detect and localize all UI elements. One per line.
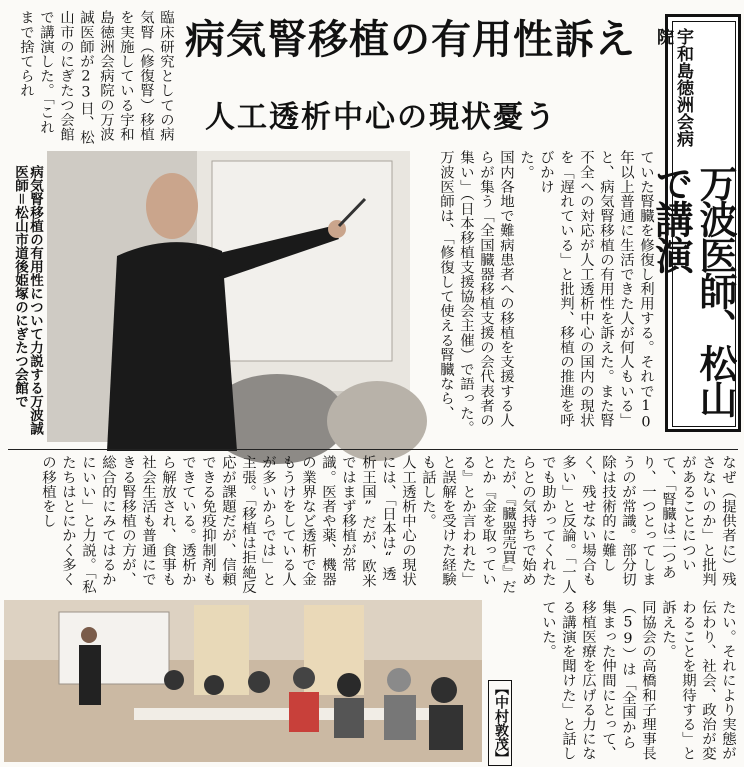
upper-col-1: ていた腎臓を修復し利用する。それで10年以上普通に生活できた人が何人もいる」と、病気腎移植の有用性を訴えた。また腎不全への対応が人工透析中心の国内の現状を「遅れている」と批判、移植の推進を呼びかけ xyxy=(538,150,654,431)
upper-col-4: 万波医師は、「修復して使える腎臓なら、 xyxy=(438,150,454,421)
photo-lecturer xyxy=(47,151,410,442)
upper-col-3: 国内各地で難病患者への移植を支援する人らが集う「全国臓器移植支援の会代表者の集い」（日本移植支援協会主催）で語った。 xyxy=(458,150,514,435)
lower-col-4: 同協会の高橋和子理事長（59）は「全国から集まった仲間にとって、移植医療を広げる力になる講演を聞けた」と話していた。 xyxy=(540,600,656,761)
lower-col-3: たい。それにより実態が伝わり、社会、政治が変わることを期待する」と訴えた。 xyxy=(660,600,736,761)
upper-col-2: た。 xyxy=(518,150,534,180)
side-title: 万波医師、松山で講演 xyxy=(649,164,738,416)
lower-col-2: 人工透析中心の現状には、「日本は“透析王国”だが、欧米ではまず移植が常識。医者や薬、機器の業界など透析で金もうけをしている人が多いからでは」と主張。「移植は拒絶反応が課題だが、信頼できる免疫抑制剤もできている。透析から解放され、食事も社会生活も普通にできる腎移植の方が、総合的にみてはるかにいい」と力説。「私たちはとにかく多くの移植をし xyxy=(40,455,416,594)
lower-col-1: なぜ（提供者に）残さないのか」と批判があることについて、「腎臓は二つあり、一つとってしまうのが常識。部分切除は技術的に難しく、残せない場合も多い」と反論。「一人でも助かってくれたらとの気持ちで始めたが、『臓器売買』だとか『金を取っている』とか言われた」と誤解を受けた経験も話した。 xyxy=(420,455,736,594)
intro-text: 臨床研究としての病気腎（修復腎）移植を実施している宇和島徳洲会病院の万波誠医師が23日、松山市のにぎたつ会館で講演した。「これまで捨てられ xyxy=(18,10,174,145)
byline: 【中村敦茂】 xyxy=(488,680,512,766)
lower-text-2 xyxy=(512,600,738,762)
upper-text xyxy=(416,150,656,435)
headline: 病気腎移植の有用性訴え xyxy=(185,17,636,63)
title-box xyxy=(649,14,741,432)
photo-caption: 病気腎移植の有用性について力説する万波誠医師＝松山市道後姫塚のにぎたつ会館で xyxy=(12,165,43,435)
divider-rule xyxy=(8,449,738,450)
hospital-name: 宇和島徳洲会病院 xyxy=(653,28,693,147)
lower-text-1 xyxy=(8,455,738,595)
subheadline: 人工透析中心の現状憂う xyxy=(205,100,557,135)
photo-audience xyxy=(4,600,482,762)
